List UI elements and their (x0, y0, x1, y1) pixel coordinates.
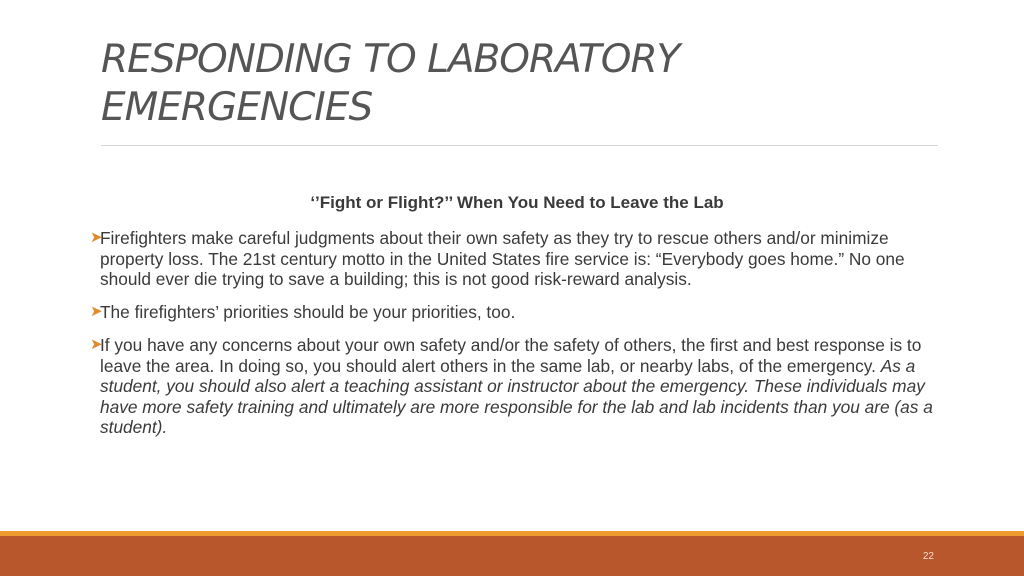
bullet-text-regular: The firefighters’ priorities should be your priorities, too. (100, 302, 516, 322)
slide-subheading: ‘’Fight or Flight?’’ When You Need to Leave the Lab (310, 193, 724, 212)
bullet-text (100, 228, 905, 289)
arrow-bullet-icon: ➤ (90, 336, 103, 353)
slide-title-line-1: RESPONDING TO LABORATORY (101, 37, 680, 82)
slide-title (101, 36, 941, 132)
bullet-text-regular: If you have any concerns about your own safety and/or the safety of others, the first and best response is to leave the area. In doing so, you should alert others in the same lab, or nearby labs, of the emergency. (100, 335, 922, 376)
bullet-item-3 (90, 335, 940, 438)
bullet-list (90, 228, 940, 450)
bullet-item-1 (90, 228, 940, 290)
page-number: 22 (922, 551, 934, 562)
footer-bar (0, 536, 1024, 576)
bullet-text (100, 302, 515, 322)
arrow-bullet-icon: ➤ (90, 303, 103, 320)
slide-title-line-2: EMERGENCIES (101, 85, 373, 130)
title-divider (101, 145, 938, 146)
bullet-text-regular: Firefighters make careful judgments about their own safety as they try to rescue others and/or minimize property loss. The 21st century motto in the United States fire service is: “Everybody goes home.” No one should ever die trying to save a building; this is not good risk-reward analysis. (100, 228, 905, 289)
bullet-text-italic: As a student, you should also alert a teaching assistant or instructor about the emergency. These individuals may have more safety training and ultimately are more responsible for the lab and lab incidents than you are (as a student). (100, 355, 933, 437)
bullet-text (100, 335, 933, 437)
bullet-item-2 (90, 302, 940, 323)
arrow-bullet-icon: ➤ (90, 229, 103, 246)
